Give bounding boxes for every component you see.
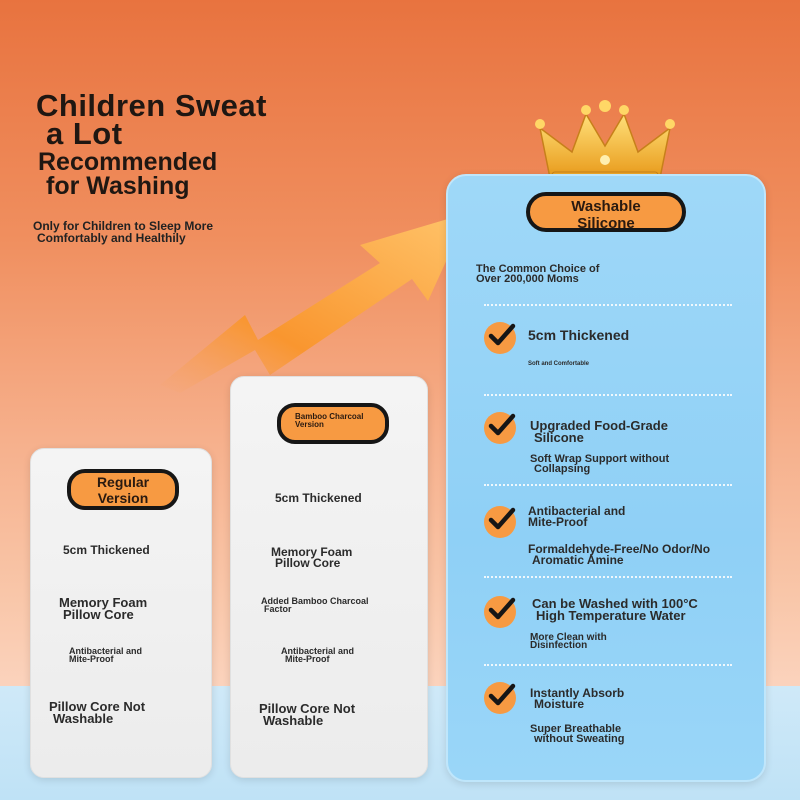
check-icon	[484, 412, 516, 444]
text-line: Antibacterial and	[281, 646, 355, 656]
text-line: Silicone	[534, 430, 584, 445]
check-icon	[484, 682, 516, 714]
check-icon	[484, 322, 516, 354]
divider	[484, 484, 732, 486]
text-line: Antibacterial and	[528, 504, 626, 518]
text-line: Upgraded Food-Grade	[530, 418, 668, 433]
subheadline-line-1: Recommended	[38, 148, 218, 176]
feature-title	[528, 506, 625, 528]
common-choice-text	[476, 264, 599, 284]
text-line: Can be Washed with 100°C	[532, 596, 698, 611]
text-line: The Common Choice of	[476, 263, 600, 275]
feature-memory-foam	[59, 597, 147, 621]
feature-antibacterial	[69, 647, 142, 663]
washable-silicone-badge	[526, 192, 686, 232]
feature-title: 5cm Thickened	[528, 327, 630, 343]
regular-version-card	[30, 448, 212, 778]
text-line: More Clean with	[530, 632, 607, 643]
washable-silicone-card	[446, 174, 766, 782]
text-line: Factor	[264, 604, 292, 614]
text-line: Added Bamboo Charcoal	[261, 596, 369, 606]
text-line: Formaldehyde-Free/No Odor/No	[528, 542, 711, 556]
check-icon	[484, 506, 516, 538]
text-line: without Sweating	[534, 733, 625, 745]
feature-antibacterial	[281, 647, 354, 663]
feature-not-washable	[259, 703, 355, 727]
divider	[484, 304, 732, 306]
feature-not-washable	[49, 701, 145, 725]
badge-line-2: Version	[97, 490, 149, 506]
text-line: Soft Wrap Support without	[530, 453, 670, 465]
tagline-line-1: Only for Children to Sleep More	[33, 219, 214, 233]
badge-line-1: Bamboo Charcoal	[295, 412, 364, 421]
feature-thickness: 5cm Thickened	[275, 491, 362, 505]
divider	[484, 576, 732, 578]
regular-version-badge	[67, 469, 179, 510]
text-line: Aromatic Amine	[532, 553, 624, 567]
text-line: Antibacterial and	[69, 646, 143, 656]
text-line: Disinfection	[530, 640, 588, 651]
text-line: Pillow Core	[63, 607, 134, 622]
feature-thickness: 5cm Thickened	[63, 543, 150, 557]
text-line: Over 200,000 Moms	[476, 273, 579, 285]
bamboo-charcoal-badge	[277, 403, 389, 444]
feature-title	[530, 420, 668, 444]
feature-title	[530, 688, 624, 710]
text-line: Washable	[263, 713, 324, 728]
subheadline-line-2: for Washing	[46, 172, 190, 200]
check-icon	[484, 596, 516, 628]
feature-desc	[530, 634, 607, 650]
text-line: Mite-Proof	[69, 654, 114, 664]
text-line: Super Breathable	[530, 723, 622, 735]
text-line: Mite-Proof	[285, 654, 330, 664]
divider	[484, 664, 732, 666]
subheadline	[38, 150, 217, 198]
arrow-up-right-icon	[150, 205, 480, 395]
text-line: Pillow Core	[275, 556, 341, 570]
text-line: High Temperature Water	[536, 608, 686, 623]
divider	[484, 394, 732, 396]
feature-title	[532, 598, 698, 622]
text-line: Memory Foam	[59, 595, 148, 610]
tagline-line-2: Comfortably and Healthily	[37, 231, 186, 245]
feature-desc	[530, 724, 624, 744]
text-line: Washable	[53, 711, 114, 726]
text-line: Pillow Core Not	[259, 701, 356, 716]
feature-desc	[530, 454, 669, 474]
text-line: Pillow Core Not	[49, 699, 146, 714]
text-line: Moisture	[534, 697, 585, 711]
text-line: Memory Foam	[271, 545, 353, 559]
headline-line-2: a Lot	[46, 116, 123, 151]
feature-memory-foam	[271, 547, 352, 569]
text-line: Instantly Absorb	[530, 686, 625, 700]
badge-line-1: Regular	[96, 474, 150, 490]
badge-line-1: Washable	[571, 198, 641, 215]
headline	[36, 88, 267, 151]
badge-line-2: Version	[295, 420, 324, 429]
headline-line-1: Children Sweat	[36, 88, 267, 123]
feature-desc: Soft and Comfortable	[528, 361, 589, 367]
feature-bamboo-charcoal	[261, 597, 369, 613]
text-line: Mite-Proof	[528, 515, 588, 529]
badge-line-2: Silicone	[577, 215, 635, 232]
feature-desc	[528, 544, 710, 566]
text-line: Collapsing	[534, 463, 591, 475]
bamboo-charcoal-card	[230, 376, 428, 778]
